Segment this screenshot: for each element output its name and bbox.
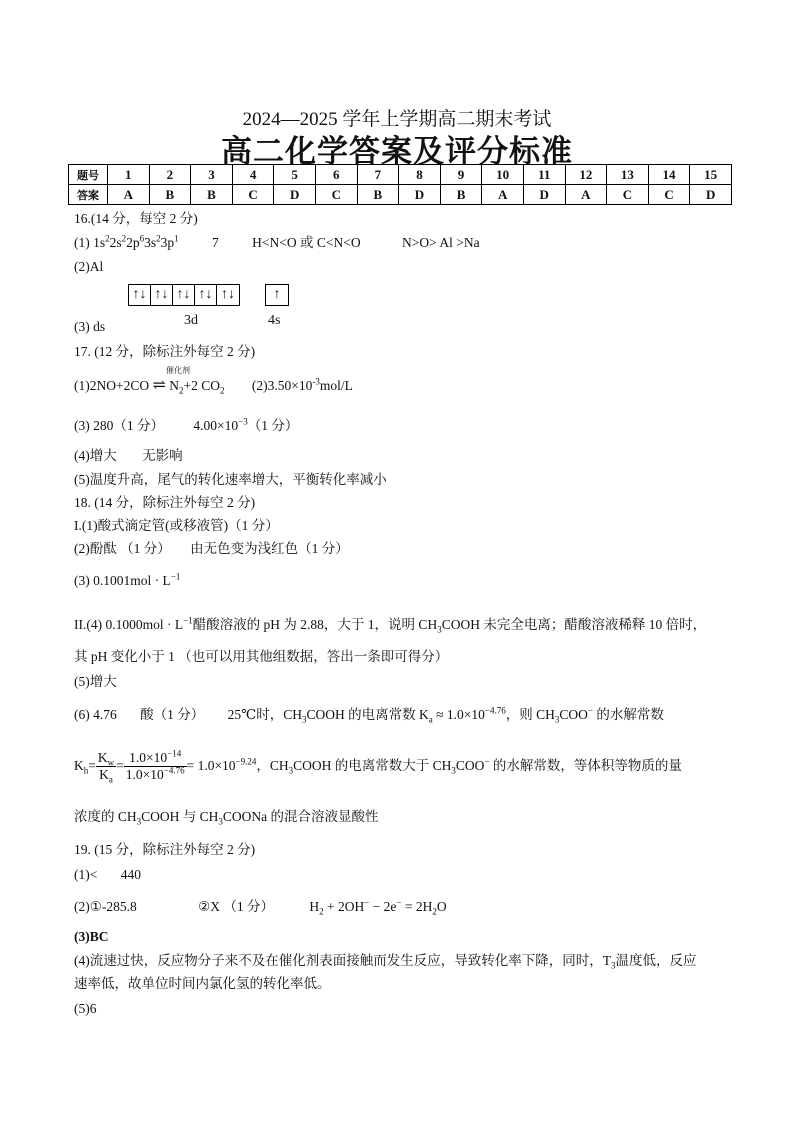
text: (3) 0.1001mol · L bbox=[74, 573, 171, 588]
text: 3s bbox=[144, 235, 157, 250]
text: 2s bbox=[109, 235, 122, 250]
text: (1)< bbox=[74, 867, 98, 882]
table-cell: 13 bbox=[607, 165, 649, 185]
sub: 2 bbox=[432, 906, 437, 917]
sub: 2 bbox=[220, 385, 225, 396]
sub: 3 bbox=[554, 714, 560, 725]
sup: −3 bbox=[238, 416, 248, 427]
text: II.(4) 0.1000mol · L bbox=[74, 617, 184, 632]
table-cell: D bbox=[399, 185, 441, 205]
sub: 3 bbox=[611, 960, 616, 971]
q17-line3 bbox=[74, 447, 183, 465]
q18-line2 bbox=[74, 540, 349, 558]
orbital-cell: ↑ bbox=[273, 287, 281, 302]
table-row-answers bbox=[69, 185, 732, 205]
table-cell: D bbox=[523, 185, 565, 205]
table-cell: B bbox=[149, 185, 191, 205]
text: ≈ 1.0×10 bbox=[432, 707, 485, 722]
sub: 3 bbox=[301, 714, 307, 725]
table-cell: 1 bbox=[108, 165, 150, 185]
q19-line1 bbox=[74, 866, 141, 884]
text: 的水解常数 bbox=[592, 707, 664, 722]
table-cell: 8 bbox=[399, 165, 441, 185]
table-cell: 9 bbox=[440, 165, 482, 185]
text: (6) 4.76 bbox=[74, 707, 117, 722]
text: COOH 未完全电离；醋酸溶液稀释 10 倍时， bbox=[441, 617, 707, 632]
text: = 2H bbox=[401, 899, 433, 914]
sup: −14 bbox=[167, 748, 182, 759]
text: 的水解常数，等体积等物质的量 bbox=[489, 758, 682, 773]
text: mol/L bbox=[319, 378, 353, 393]
text: COONa 的混合溶液显酸性 bbox=[222, 809, 379, 824]
q18-line3 bbox=[74, 572, 180, 590]
sup: − bbox=[484, 756, 490, 767]
q18-line7 bbox=[74, 706, 664, 724]
text: COO bbox=[455, 758, 485, 773]
text: 1.0×10 bbox=[129, 750, 168, 766]
text: O bbox=[436, 899, 447, 914]
sub: 2 bbox=[179, 385, 184, 396]
orbital-box-4s bbox=[265, 284, 289, 306]
sub: 3 bbox=[288, 765, 294, 776]
q17-line4: (5)温度升高，尾气的转化速率增大，平衡转化率减小 bbox=[74, 472, 387, 487]
text: 2p bbox=[126, 235, 140, 250]
text: (2)①-285.8 bbox=[74, 899, 137, 914]
table-cell: C bbox=[648, 185, 690, 205]
q18-line5: 其 pH 变化小于 1 （也可以用其他组数据，答出一条即可得分） bbox=[74, 649, 449, 664]
answer-value: 7 bbox=[212, 235, 219, 250]
doc-title: 高二化学答案及评分标准 bbox=[221, 134, 573, 170]
table-cell: B bbox=[357, 185, 399, 205]
text: K bbox=[99, 767, 109, 783]
table-cell: C bbox=[232, 185, 274, 205]
table-cell: 6 bbox=[315, 165, 357, 185]
sup: 2 bbox=[156, 233, 161, 244]
text: 1.0×10 bbox=[125, 767, 164, 783]
table-cell: C bbox=[607, 185, 649, 205]
text: COOH 与 CH bbox=[141, 809, 219, 824]
text: K bbox=[74, 758, 84, 773]
table-header-answer: 答案 bbox=[69, 185, 108, 205]
sup: −9.24 bbox=[235, 756, 257, 767]
fraction-values bbox=[124, 750, 187, 783]
sub: a bbox=[428, 714, 433, 725]
table-cell: B bbox=[440, 185, 482, 205]
orbital-cell: ↑↓ bbox=[151, 285, 173, 305]
table-cell: 14 bbox=[648, 165, 690, 185]
sup: 2 bbox=[121, 233, 127, 244]
q18-line1: I.(1)酸式滴定管(或移液管)（1 分） bbox=[74, 518, 279, 533]
sub: h bbox=[83, 765, 89, 776]
q18-line4 bbox=[74, 616, 706, 634]
sub: 2 bbox=[319, 906, 324, 917]
text: + 2OH bbox=[323, 899, 365, 914]
q19-line2 bbox=[74, 898, 447, 916]
q19-line5: 速率低，故单位时间内氯化氢的转化率低。 bbox=[74, 976, 331, 991]
sub: 3 bbox=[136, 816, 142, 827]
text: COO bbox=[559, 707, 588, 722]
q18-heading: 18. (14 分，除标注外每空 2 分) bbox=[74, 495, 256, 510]
text: K bbox=[97, 750, 108, 766]
table-cell: 12 bbox=[565, 165, 607, 185]
text: = 1.0×10 bbox=[186, 758, 236, 773]
sup: −1 bbox=[170, 571, 181, 582]
sub: 3 bbox=[451, 765, 456, 776]
table-cell: 15 bbox=[690, 165, 732, 185]
table-cell: C bbox=[315, 185, 357, 205]
sub: w bbox=[107, 758, 115, 769]
text: 无影响 bbox=[142, 448, 183, 463]
text: − 2e bbox=[369, 899, 397, 914]
equation-reactants: (1)2NO+2CO bbox=[74, 378, 150, 393]
table-cell: 10 bbox=[482, 165, 524, 185]
q16-line2: (2)Al bbox=[74, 259, 104, 274]
equilibrium-arrow-icon: ⇌ bbox=[152, 377, 166, 394]
table-cell: 4 bbox=[232, 165, 274, 185]
sup: -3 bbox=[312, 376, 320, 387]
sup: −4.76 bbox=[484, 705, 506, 716]
text: 温度低，反应 bbox=[615, 953, 697, 968]
q16-heading: 16.(14 分，每空 2 分) bbox=[74, 211, 198, 226]
table-cell: D bbox=[274, 185, 316, 205]
fraction-kw-ka bbox=[96, 750, 116, 786]
q17-heading: 17. (12 分，除标注外每空 2 分) bbox=[74, 344, 256, 359]
catalyst-label: 催化剂 bbox=[166, 366, 190, 375]
orbital-cell: ↑↓ bbox=[129, 285, 151, 305]
text: 由无色变为浅红色（1 分） bbox=[190, 541, 349, 556]
text: COOH 的电离常数 K bbox=[306, 707, 429, 722]
table-cell: D bbox=[690, 185, 732, 205]
text: (3) 280（1 分） bbox=[74, 418, 164, 433]
text: COOH 的电离常数大于 CH bbox=[293, 758, 452, 773]
table-cell: 11 bbox=[523, 165, 565, 185]
sub: 3 bbox=[437, 624, 442, 635]
q17-line1 bbox=[74, 377, 353, 395]
orbital-cell: ↑↓ bbox=[221, 287, 235, 302]
q19-line4 bbox=[74, 952, 697, 970]
text: 25℃时，CH bbox=[227, 707, 302, 722]
text: 浓度的 CH bbox=[74, 809, 137, 824]
table-cell: 2 bbox=[149, 165, 191, 185]
text: 醋酸溶液的 pH 为 2.88，大于 1，说明 CH bbox=[192, 617, 438, 632]
text: H bbox=[309, 899, 320, 914]
table-cell: A bbox=[565, 185, 607, 205]
text: ②X （1 分） bbox=[198, 899, 274, 914]
text: 4.00×10 bbox=[193, 418, 239, 433]
table-cell: B bbox=[191, 185, 233, 205]
sub: 3 bbox=[218, 816, 223, 827]
text: (2)酚酞 （1 分） bbox=[74, 541, 171, 556]
q16-line1 bbox=[74, 234, 480, 252]
electron-config-prefix: (1) 1s bbox=[74, 235, 106, 250]
table-cell: 7 bbox=[357, 165, 399, 185]
table-cell: A bbox=[108, 185, 150, 205]
q18-line6: (5)增大 bbox=[74, 674, 117, 689]
sup: 1 bbox=[174, 233, 179, 244]
q18-line9 bbox=[74, 808, 379, 826]
orbital-cell: ↑↓ bbox=[173, 285, 195, 305]
table-cell: 5 bbox=[274, 165, 316, 185]
sub: a bbox=[108, 775, 113, 786]
q16-line3: (3) ds bbox=[74, 319, 106, 334]
orbital-label-4s: 4s bbox=[268, 313, 281, 328]
q17-line2 bbox=[74, 417, 298, 435]
table-cell: A bbox=[482, 185, 524, 205]
text: （1 分） bbox=[247, 418, 299, 433]
answer-table bbox=[68, 164, 732, 205]
q19-line6: (5)6 bbox=[74, 1001, 97, 1016]
sup: − bbox=[587, 705, 593, 716]
answer-value: H<N<O 或 C<N<O bbox=[252, 235, 361, 250]
exam-title: 2024—2025 学年上学期高二期末考试 bbox=[242, 109, 552, 130]
table-row-numbers bbox=[69, 165, 732, 185]
table-header-number: 题号 bbox=[69, 165, 108, 185]
sup: 2 bbox=[105, 233, 110, 244]
text: 440 bbox=[120, 867, 141, 882]
text: (4)增大 bbox=[74, 448, 117, 463]
text: (4)流速过快，反应物分子来不及在催化剂表面接触而发生反应，导致转化率下降，同时，T bbox=[74, 953, 611, 968]
orbital-label-3d: 3d bbox=[184, 313, 198, 328]
answer-value: N>O> Al >Na bbox=[402, 235, 480, 250]
q18-line8: $K_h=$ $\frac{K_w}{K_a}$ = $\frac{1.0\times 10^{-14}}{1.0\times 10^{-4.76}}$ = $1.0\times 10^{-9.24}$，$CH_3COOH$ 的电离常数大于 $CH_3COO^-$ 的水解常数，等体积等物质的量 bbox=[74, 748, 682, 786]
text: ，CH bbox=[256, 758, 289, 773]
text: 酸（1 分） bbox=[140, 707, 205, 722]
table-cell: 3 bbox=[191, 165, 233, 185]
orbital-box-3d bbox=[128, 284, 240, 306]
orbital-cell: ↑↓ bbox=[195, 285, 217, 305]
sup: 6 bbox=[139, 233, 145, 244]
text: (2)3.50×10 bbox=[251, 378, 313, 393]
text: +2 CO bbox=[183, 378, 221, 393]
text: N bbox=[169, 378, 180, 393]
q19-heading: 19. (15 分，除标注外每空 2 分) bbox=[74, 842, 256, 857]
sup: −1 bbox=[183, 615, 193, 626]
sup: − bbox=[396, 897, 402, 908]
sup: −4.76 bbox=[163, 765, 185, 776]
text: ，则 CH bbox=[505, 707, 555, 722]
sup: − bbox=[364, 897, 370, 908]
q19-line3: (3)BC bbox=[74, 929, 109, 944]
text: 3p bbox=[160, 235, 175, 250]
